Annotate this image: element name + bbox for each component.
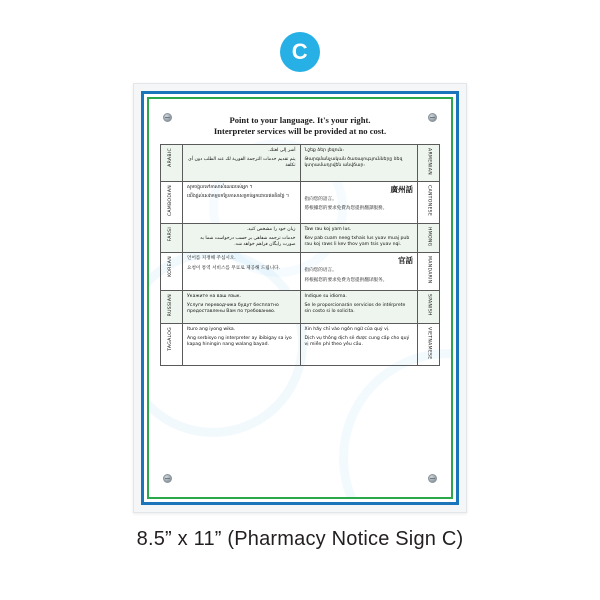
screw-icon <box>428 474 437 483</box>
sign-sheet <box>149 99 451 497</box>
language-table <box>160 144 440 366</box>
row-text-right: Նշեք ձեր լեզուն։ Թարգմանչական ծառայությունները ձեզ կտրամադրվեն անվճար։ <box>300 145 418 182</box>
row-text-left: Укажите на ваш язык. Услуги переводчика будут бесплатно предоставлены Вам по требованию. <box>183 291 301 324</box>
cantonese-script-heading: 廣州話 <box>390 185 413 195</box>
row-text-left: زبان خود را مشخص کنید. خدمات ترجمه شفاهی بر حسب درخواست شما به صورت رایگان فراهم خواهد شد. <box>183 223 301 253</box>
row-label-right: SPANISH <box>418 291 440 324</box>
row-text-left: أشر إلى لغتك. يتم تقديم خدمات الترجمة الفورية لك عند الطلب دون أي تكلفة <box>183 145 301 182</box>
row-label-left: KOREAN <box>161 253 183 291</box>
table-row <box>161 291 440 324</box>
table-row <box>161 145 440 182</box>
table-row <box>161 223 440 253</box>
row-label-left: CAMBODIAN <box>161 182 183 223</box>
sign-frame <box>133 83 467 513</box>
row-label-right: ARMENIAN <box>418 145 440 182</box>
row-label-right: MANDARIN <box>418 253 440 291</box>
sign-frame-blue-border <box>141 91 459 505</box>
row-text-left: សូមចង្អុលទៅភាសាសំណេររបស់អ្នក ។ យើងផ្តល់សេវាកម្មបកប្រែភាសាសម្រាប់អ្នកដោយឥតគិតថ្លៃ ។ <box>183 182 301 223</box>
row-label-right: CANTONESE <box>418 182 440 223</box>
sign-heading-line1: Point to your language. It's your right. <box>229 115 371 125</box>
table-row <box>161 323 440 366</box>
variant-badge-c <box>280 32 320 72</box>
row-label-right: HMONG <box>418 223 440 253</box>
row-label-left: FARSI <box>161 223 183 253</box>
row-label-right: VIETNAMESE <box>418 323 440 366</box>
row-text-left: 언어를 지정해 주십시오. 요청이 통역 서비스를 무료로 제공해 드립니다. <box>183 253 301 291</box>
mandarin-script-heading: 官話 <box>398 256 413 266</box>
row-label-left: ARABIC <box>161 145 183 182</box>
row-text-right: Xin hãy chỉ vào ngôn ngữ của quý vị. Dịch vụ thông dịch sẽ được cung cấp cho quý vị miễn phí theo yêu cầu. <box>300 323 418 366</box>
row-text-right: 廣州話 指向您的語言。 將根據您的要求免費為您提供翻譯服務。 <box>300 182 418 223</box>
sign-heading <box>160 109 440 144</box>
row-label-left: RUSSIAN <box>161 291 183 324</box>
variant-badge-letter: C <box>291 39 309 64</box>
row-text-right: 官話 指向您的语言。 将根据您的要求免费为您提供翻译服务。 <box>300 253 418 291</box>
sign-frame-green-border <box>147 97 453 499</box>
screw-icon <box>163 474 172 483</box>
row-text-right: Indique su idioma. Se le proporcionarán servicios de intérprete sin costo si lo solicita. <box>300 291 418 324</box>
row-text-left: Ituro ang iyong wika. Ang serbisyo ng interpreter ay ibibigay sa iyo kapag hiningin nang walang bayad. <box>183 323 301 366</box>
table-row <box>161 182 440 223</box>
row-label-left: TAGALOG <box>161 323 183 366</box>
table-row <box>161 253 440 291</box>
row-text-right: Taw rau koj yam lus. Kev pab cuam neeg txhais lus yuav muaj pub rau koj raws li kev thov yam tsis yuav nqi. <box>300 223 418 253</box>
sign-heading-line2: Interpreter services will be provided at no cost. <box>213 126 387 136</box>
product-caption: 8.5” x 11” (Pharmacy Notice Sign C) <box>136 528 464 550</box>
